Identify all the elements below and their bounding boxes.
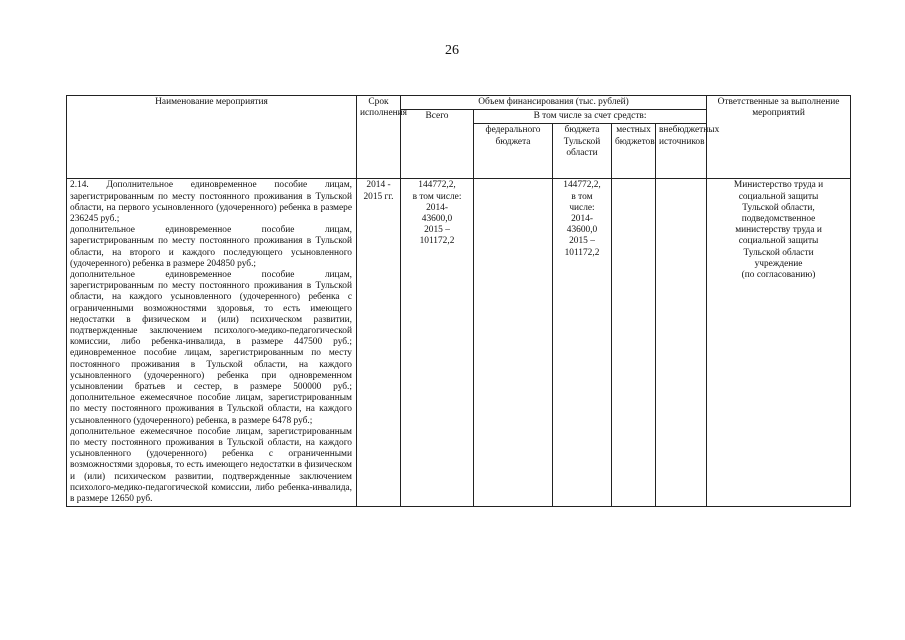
responsible-line: подведомственное (741, 214, 816, 225)
responsible-line: Тульской области, (742, 202, 815, 213)
regional-line: 2014- (571, 214, 593, 225)
regional-cell (553, 179, 612, 507)
total-cell (401, 179, 474, 507)
header-extra: внебюджетных источников (656, 124, 707, 179)
total-line: 101172,2 (419, 236, 455, 247)
header-regional: бюджета Тульской области (553, 124, 612, 179)
responsible-cell (707, 179, 851, 507)
responsible-line: министерству труда и (735, 225, 822, 236)
local-cell (612, 179, 656, 507)
total-line: 2014- (426, 202, 448, 213)
header-row-1 (67, 96, 851, 110)
page-number: 26 (445, 43, 459, 58)
total-line: 144772,2, (418, 180, 456, 191)
responsible-line: учреждение (754, 258, 803, 269)
description-paragraph: дополнительное единовременное пособие лицам, зарегистрированным по месту постоянного проживания в Тульской области, на каждого усыновленного (удочеренного) ребенка с ограниченными возможностями здоровья, то есть имеющего недостатки в физическом и (или) психическом развитии, подтвержденные заключением психолого-медико-педагогической комиссии, либо ребенка-инвалида, в размере 447500 руб.; единовременное пособие лицам, зарегистрированным по месту постоянного проживания в Тульской области, на каждого усыновленного (удочеренного) ребенка при одновременном усыновлении братьев и сестер, в размере 500000 руб.; дополнительное ежемесячное пособие лицам, зарегистрированным по месту постоянного проживания в Тульской области, на каждого усыновленного (удочеренного) ребенка, в размере 6478 руб.; (70, 270, 352, 426)
header-federal: федерального бюджета (474, 124, 553, 179)
responsible-line: социальной защиты (738, 191, 819, 202)
header-including: В том числе за счет средств: (474, 110, 707, 124)
term-cell: 2014 - 2015 гг. (357, 179, 401, 507)
description-paragraph: дополнительное единовременное пособие лицам, зарегистрированным по месту постоянного проживания в Тульской области, на второго и каждого последующего усыновленного (удочеренного) ребенка в размере 204850 руб.; (70, 225, 352, 269)
federal-cell (474, 179, 553, 507)
total-line: 2015 – (424, 225, 450, 236)
extra-cell (656, 179, 707, 507)
regional-line: 144772,2, (563, 180, 601, 191)
responsible-line: Тульской области (743, 247, 814, 258)
table-row (67, 179, 851, 507)
header-term: Срок исполнения (357, 96, 401, 179)
header-name: Наименование мероприятия (67, 96, 357, 179)
responsible-line: социальной защиты (738, 236, 819, 247)
regional-line: числе: (569, 202, 595, 213)
header-financing: Объем финансирования (тыс. рублей) (401, 96, 707, 110)
regional-line: 101172,2 (564, 247, 600, 258)
measure-description (67, 179, 357, 507)
total-line: в том числе: (412, 191, 462, 202)
regional-line: 43600,0 (566, 225, 598, 236)
header-total: Всего (401, 110, 474, 179)
program-table (66, 95, 851, 507)
header-local: местных бюджетов (612, 124, 656, 179)
header-responsible: Ответственные за выполнение мероприятий (707, 96, 851, 179)
regional-line: в том (571, 191, 593, 202)
regional-line: 2015 – (569, 236, 595, 247)
total-line: 43600,0 (421, 214, 453, 225)
responsible-line: Министерство труда и (733, 180, 824, 191)
responsible-line: (по согласованию) (741, 270, 816, 281)
description-paragraph: дополнительное ежемесячное пособие лицам, зарегистрированным по месту постоянного проживания в Тульской области, на каждого усыновленного (удочеренного) ребенка с ограниченными возможностями здоровья, то есть имеющего недостатки в физическом и (или) психическом развитии, подтвержденные заключением психолого-медико-педагогической комиссии, либо ребенка-инвалида, в размере 12650 руб. (70, 426, 352, 505)
description-paragraph: 2.14. Дополнительное единовременное пособие лицам, зарегистрированным по месту постоянного проживания в Тульской области, на первого усыновленного (удочеренного) ребенка в размере 236245 руб.; (70, 180, 352, 225)
